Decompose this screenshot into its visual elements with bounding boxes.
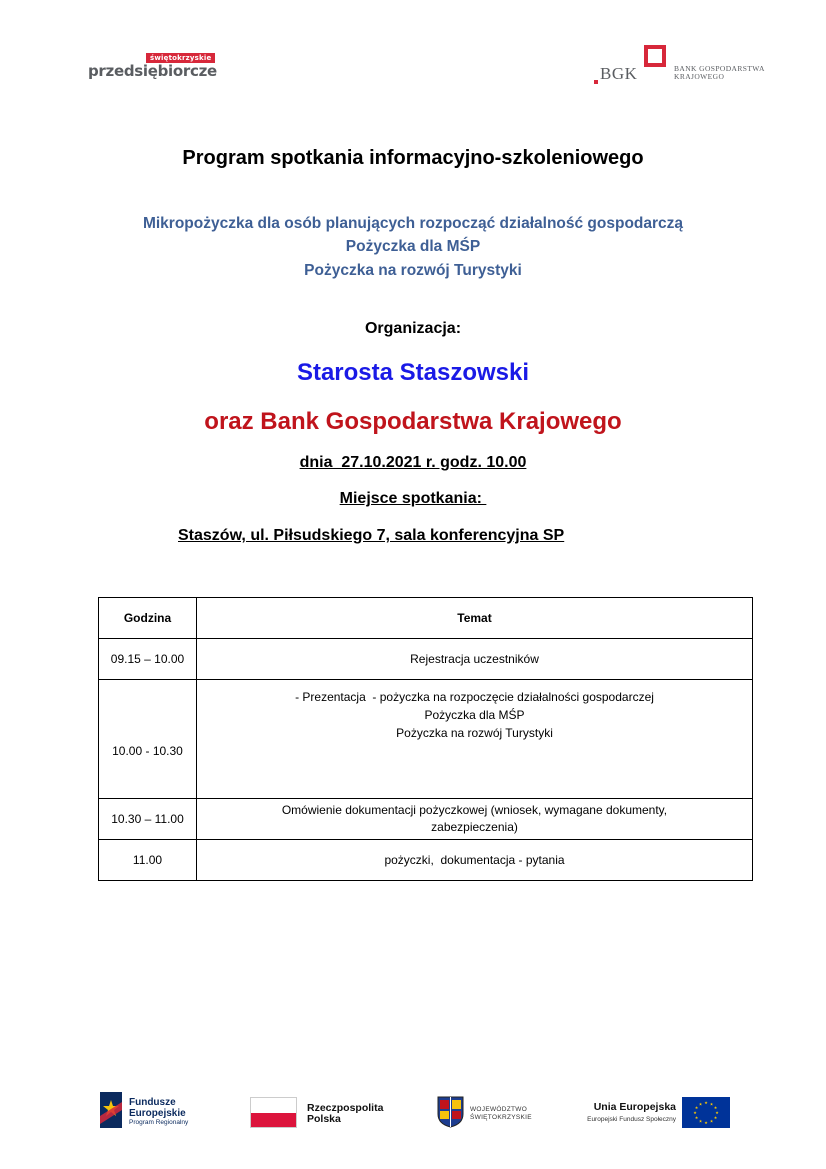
- row-time: 10.30 – 11.00: [99, 799, 197, 840]
- bgk-name-line2: KRAJOWEGO: [674, 72, 725, 81]
- fe-line1: Fundusze: [129, 1097, 176, 1108]
- subtitle-microloan: Mikropożyczka dla osób planujących rozpocząć działalność gospodarczą: [142, 215, 684, 232]
- topic-line: Omówienie dokumentacji pożyczkowej (wniosek, wymagane dokumenty,: [281, 803, 668, 817]
- svg-text:★: ★: [698, 1118, 703, 1124]
- bgk-name-line1: BANK GOSPODARSTWA: [674, 64, 765, 73]
- place-address: Staszów, ul. Piłsudskiego 7, sala konferencyjna SP: [178, 527, 565, 544]
- table-row: [99, 639, 753, 680]
- row-topic: [197, 799, 753, 840]
- swietokrzyskie-przedsiebiorcze-logo: [88, 53, 228, 83]
- logo-badge: świętokrzyskie: [146, 53, 215, 63]
- topic-line: zabezpieczenia): [431, 820, 518, 834]
- svg-text:★: ★: [704, 1120, 708, 1125]
- svg-text:★: ★: [715, 1110, 719, 1115]
- svg-text:★: ★: [694, 1115, 699, 1120]
- document-title: Program spotkania informacyjno-szkoleniowego: [182, 147, 644, 169]
- fe-name: [129, 1097, 186, 1119]
- subtitle-sme-loan: Pożyczka dla MŚP: [345, 238, 481, 255]
- ws-line1: WOJEWÓDZTWO: [470, 1106, 528, 1113]
- wojewodztwo-swietokrzyskie-logo: [437, 1090, 547, 1132]
- table-row: [99, 680, 753, 799]
- fe-line2: Europejskie: [129, 1108, 186, 1119]
- rp-line2: Polska: [307, 1113, 341, 1125]
- bgk-full-name: [674, 65, 765, 81]
- table-header-row: [99, 598, 753, 639]
- topic-line: Pożyczka na rozwój Turystyki: [396, 726, 553, 740]
- coat-of-arms-icon: [437, 1096, 464, 1128]
- organizer-name: Starosta Staszowski: [296, 359, 530, 386]
- row-time: 09.15 – 10.00: [99, 639, 197, 680]
- bgk-square-mark: [644, 45, 666, 67]
- rzeczpospolita-polska-logo: [250, 1090, 390, 1132]
- ue-fund-name: Europejski Fundusz Społeczny: [587, 1116, 676, 1123]
- ws-name: [470, 1106, 532, 1122]
- fe-program: Program Regionalny: [129, 1119, 189, 1126]
- table-row: [99, 799, 753, 840]
- fundusze-europejskie-logo: [100, 1090, 210, 1132]
- svg-text:★: ★: [698, 1101, 703, 1107]
- svg-text:★: ★: [704, 1100, 708, 1105]
- polish-flag-icon: [250, 1097, 297, 1128]
- rp-name: [307, 1103, 383, 1125]
- row-topic: pożyczki, dokumentacja - pytania: [197, 840, 753, 881]
- row-time: 11.00: [99, 840, 197, 881]
- svg-text:★: ★: [694, 1105, 699, 1110]
- subtitle-tourism-loan: Pożyczka na rozwój Turystyki: [304, 262, 522, 279]
- ws-line2: ŚWIĘTOKRZYSKIE: [470, 1114, 532, 1121]
- place-label: Miejsce spotkania:: [339, 490, 487, 507]
- fe-star-icon: [100, 1092, 122, 1128]
- eu-flag-icon: [682, 1097, 730, 1128]
- organization-label: Organizacja:: [364, 320, 462, 337]
- bgk-dot-mark: [594, 80, 598, 84]
- topic-line: Pożyczka dla MŚP: [424, 708, 525, 722]
- meeting-date: dnia 27.10.2021 r. godz. 10.00: [299, 454, 527, 471]
- unia-europejska-logo: [580, 1090, 730, 1132]
- svg-text:★: ★: [709, 1118, 714, 1124]
- topic-line: - Prezentacja - pożyczka na rozpoczęcie działalności gospodarczej: [295, 690, 654, 704]
- row-topic: [197, 680, 753, 799]
- logo-name: przedsiębiorcze: [88, 62, 217, 80]
- svg-text:★: ★: [709, 1101, 714, 1107]
- co-organizer-name: oraz Bank Gospodarstwa Krajowego: [204, 408, 622, 435]
- svg-text:★: ★: [713, 1105, 718, 1110]
- agenda-table: [98, 597, 753, 881]
- header-topic: Temat: [197, 598, 753, 639]
- rp-line1: Rzeczpospolita: [307, 1102, 384, 1114]
- bgk-mark-text: BGK: [600, 64, 638, 83]
- svg-text:★: ★: [713, 1115, 718, 1120]
- svg-text:★: ★: [693, 1110, 697, 1115]
- header-time: Godzina: [99, 598, 197, 639]
- row-time: 10.00 - 10.30: [99, 680, 197, 799]
- ue-name: Unia Europejska: [593, 1101, 676, 1113]
- row-topic: Rejestracja uczestników: [197, 639, 753, 680]
- table-row: [99, 840, 753, 881]
- bgk-logo: [594, 45, 774, 87]
